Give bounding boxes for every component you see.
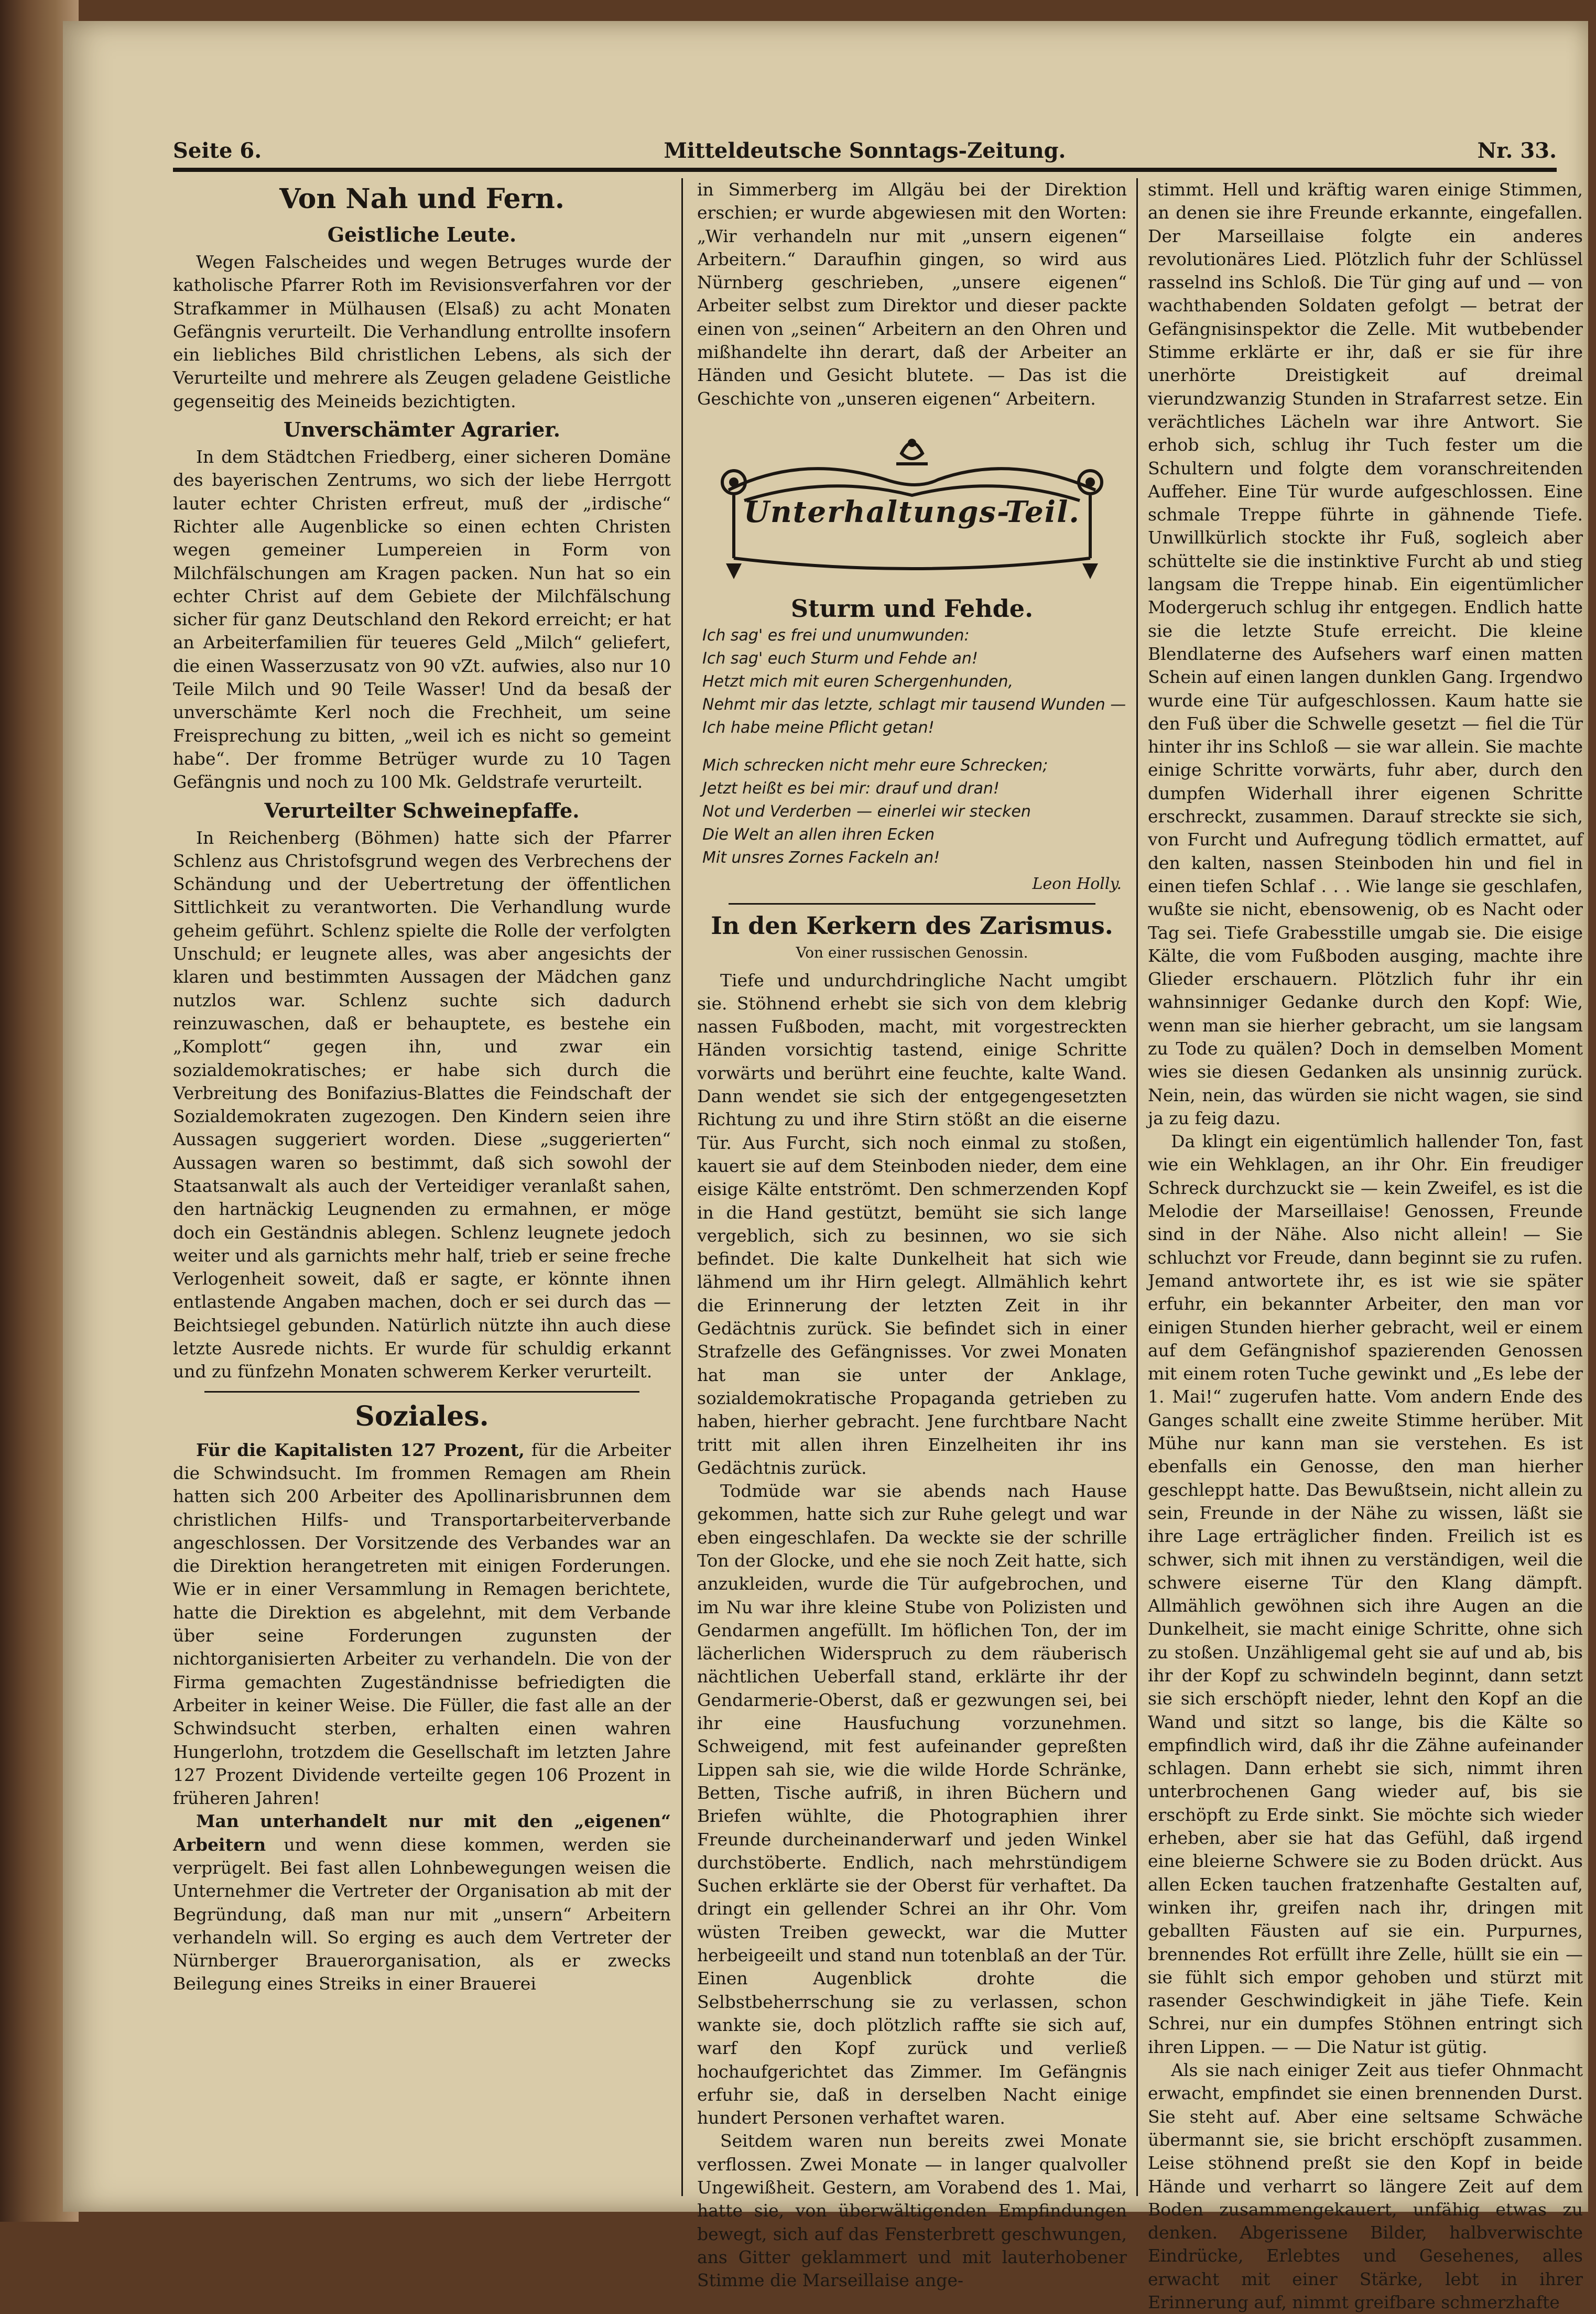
section-title: Von Nah und Fern. — [279, 183, 564, 215]
poem-line: Mich schrecken nicht mehr eure Schrecken; — [702, 756, 1048, 775]
article-text: In Reichenberg (Böhmen) hatte sich der Pfarrer Schlenz aus Christofsgrund wegen des Verbrechens der Schändung und der Uebertretung der öffentlichen Sittlichkeit zu verantworten. Die Verhandlung wurde geheim geführt. Schlenz spielte die Rolle der verfolgten Unschuld; er leugnete alles, was aber angesichts der klaren und bestimmten Aussagen der Mädchen ganz nutzlos war. Schlenz suchte sich dadurch reinzuwaschen, daß er behauptete, es bestehe ein „Komplott“ gegen ihn, und zwar ein sozialdemokratisches; er habe sich durch die Verbreitung des Bonifazius-Blattes die Feindschaft der Sozialdemokraten zugezogen. Den Kindern seien ihre Aussagen suggeriert worden. Diese „suggerierten“ Aussagen waren so bestimmt, daß sich sowohl der Staatsanwalt als auch der Verteidiger veranlaßt sahen, den hartnäckig Leugnenden zu ermahnen, er möge doch ein Geständnis ablegen. Schlenz leugnete jedoch weiter und als garnichts mehr half, trieb er seine freche Verlogenheit soweit, daß er sagte, er könnte ihnen entlastende Angaben machen, doch er sei durch das — Beichtsiegel gebunden. Natürlich nützte ihn auch diese letzte Ausrede nichts. Er wurde für schuldig erkannt und zu fünfzehn Monaten schwerem Kerker verurteilt. — [173, 827, 671, 1382]
page-number: Seite 6. — [173, 138, 262, 163]
column-rule — [1136, 178, 1138, 2196]
poem-line: Hetzt mich mit euren Schergenhunden, — [702, 672, 1014, 691]
divider — [729, 903, 1095, 905]
column-2 — [697, 178, 1127, 2291]
poem-title: Sturm und Fehde. — [790, 594, 1034, 623]
article-text: für die Arbeiter die Schwindsucht. Im frommen Remagen am Rhein hatten sich 200 Arbeiter des Apollinarisbrunnen dem christlichen Hilfs- und Transportarbeiterverbande angeschlossen. Der Vorsitzende des Verbandes war an die Direktion herangetreten mit einigen Forderungen. Wie er in einer Versammlung in Remagen berichtete, hatte die Direktion es abgelehnt, mit dem Verbande über seine Forderungen zugunsten der nichtorganisierten Arbeiter zu verhandeln. Die von der Firma gemachten Zugeständnisse befriedigten die Arbeiter in keiner Weise. Die Füller, die fast alle an der Schwindsucht sterben, erhalten einen wahren Hungerlohn, trotzdem die Gesellschaft im letzten Jahre 127 Prozent Dividende verteilte gegen 106 Prozent in früheren Jahren! — [173, 1439, 671, 1809]
poem-author: Leon Holly. — [1032, 874, 1122, 893]
feuilleton-ornament — [697, 422, 1127, 590]
story-paragraph: Da klingt ein eigentümlich hallender Ton, fast wie ein Wehklagen, an ihr Ohr. Ein freudiger Schreck durchzuckt sie — kein Zweifel, es ist die Melodie der Marseillaise! Genossen, Freunde sind in der Nähe. Also nicht allein! — Sie schluchzt vor Freude, dann beginnt sie zu rufen. Jemand antwortete ihr, es ist wie sie später erfuhr, ein bekannter Arbeiter, den man vor einigen Stunden hierher gebracht, weil er einem auf dem Gefängnishof spazierenden Genossen mit einem roten Tuche gewinkt und „Es lebe der 1. Mai!“ zugerufen hatte. Vom andern Ende des Ganges schallt eine zweite Stimme herüber. Mit Mühe nur kann man sie verstehen. Es ist ebenfalls ein Genosse, den man hierher geschleppt hatte. Das Bewußtsein, nicht allein zu sein, Freunde in der Nähe zu wissen, läßt sie ihre Lage erträglicher finden. Freilich ist es schwer, sich mit ihnen zu verständigen, weil die schwere eiserne Tür den Klang dämpft. Allmählich gewöhnen sich ihre Augen an die Dunkelheit, sie macht einige Schritte, ohne sich zu stoßen. Unzähligemal geht sie auf und ab, bis ihr der Kopf zu schwindeln beginnt, dann setzt sie sich erschöpft nieder, lehnt den Kopf an die Wand und sitzt so lange, bis die Kälte so empfindlich wird, daß ihr die Zähne aufeinander schlagen. Dann erhebt sie sich, nimmt ihren unterbrochenen Gang wieder auf, bis sie erschöpft zu Erde sinkt. Sie möchte sich wieder erheben, aber sie hat das Gefühl, daß irgend eine bleierne Schwere sie zu Boden drückt. Aus allen Ecken tauchen fratzenhafte Gestalten auf, winken ihr, greifen nach ihr, dringen mit geballten Fäusten auf sie ein. Purpurnes, brennendes Rot erfüllt ihre Zelle, hüllt sie ein — sie fühlt sich empor gehoben und stürzt mit rasender Geschwindigkeit in jähe Tiefe. Kein Schrei, nur ein dumpfes Stöhnen entringt sich ihren Lippen. — — Die Natur ist gütig. — [1148, 1131, 1583, 2057]
divider — [204, 1391, 639, 1393]
poem-line: Ich sag' es frei und unumwunden: — [702, 626, 970, 645]
story-title: In den Kerkern des Zarismus. — [711, 911, 1113, 940]
article-lead: Man unterhandelt nur mit den „eigenen“ Arbeitern — [173, 1811, 671, 1855]
article-lead: Für die Kapitalisten 127 Prozent, — [196, 1439, 525, 1460]
article-text: In dem Städtchen Friedberg, einer sicheren Domäne des bayerischen Zentrums, wo sich der liebe Herrgott lauter echter Christen erfreut, muß der „irdische“ Richter alle Augenblicke so einen echten Christen wegen gemeiner Lumpereien in Form von Milchfälschungen am Kragen packen. Nun hat so ein echter Christ auf dem Gebiete der Milchfälschung sicher für ganz Deutschland den Rekord erreicht; er hat an Arbeiterfamilien für teueres Geld „Milch“ geliefert, die einen Wasserzusatz von 90 vZt. aufwies, also nur 10 Teile Milch und 90 Teile Wasser! Und da besaß der unverschämte Kerl noch die Frechheit, um seine Freisprechung zu bitten, „weil ich es nicht so gemeint habe“. Der fromme Betrüger wurde zu 10 Tagen Gefängnis und noch zu 100 Mk. Geldstrafe verurteilt. — [173, 447, 671, 792]
story-paragraph: Todmüde war sie abends nach Hause gekommen, hatte sich zur Ruhe gelegt und war eben eingeschlafen. Da weckte sie der schrille Ton der Glocke, und ehe sie noch Zeit hatte, sich anzukleiden, wurde die Tür aufgebrochen, und im Nu war ihre kleine Stube von Polizisten und Gendarmen angefüllt. Im höflichen Ton, der im lächerlichen Widerspruch zu dem räuberisch nächtlichen Ueberfall stand, erklärte ihr der Gendarmerie-Oberst, daß er gezwungen sei, bei ihr eine Hausfuchung vorzunehmen. Schweigend, mit fest aufeinander gepreßten Lippen sah sie, wie die wilde Horde Schränke, Betten, Tische aufriß, in ihren Büchern und Briefen wühlte, die Photographien ihrer Freunde durcheinanderwarf und jeden Winkel durchstöberte. Endlich, nach mehrstündigem Suchen erklärte sie der Oberst für verhaftet. Da dringt ein gellender Schrei an ihr Ohr. Vom wüsten Treiben geweckt, war die Mutter herbeigeeilt und stand nun totenblaß an der Tür. Einen Augenblick drohte die Selbstbeherrschung sie zu verlassen, schon wankte sie, doch plötzlich raffte sie sich auf, warf den Kopf zurück und verließ hochaufgerichtet das Zimmer. Im Gefängnis erfuhr sie, daß in derselben Nacht einige hundert Personen verhaftet waren. — [697, 1481, 1127, 2128]
newspaper-page — [63, 21, 1588, 2313]
poem — [702, 624, 1127, 870]
poem-line: Ich sag' euch Sturm und Fehde an! — [702, 649, 978, 668]
article-title: Unverschämter Agrarier. — [283, 418, 561, 442]
story-byline: Von einer russischen Genossin. — [796, 944, 1028, 962]
issue-number: Nr. 33. — [1477, 138, 1557, 163]
poem-line: Jetzt heißt es bei mir: drauf und dran! — [702, 779, 1000, 798]
poem-line: Ich habe meine Pflicht getan! — [702, 718, 935, 737]
poem-line: Mit unsres Zornes Fackeln an! — [702, 848, 940, 867]
poem-line: Not und Verderben — einerlei wir stecken — [702, 802, 1031, 821]
article-continuation: in Simmerberg im Allgäu bei der Direktion erschien; er wurde abgewiesen mit den Worten: „Wir verhandeln nur mit „unsern eigenen“ Arbeitern.“ Daraufhin gingen, so wird aus Nürnberg geschrieben, „unsere eigenen“ Arbeiter selbst zum Direktor und dieser packte einen von „seinen“ Arbeitern an den Ohren und mißhandelte ihn derart, daß der Arbeiter an Händen und Gesicht blutete. — Das ist die Geschichte von „unseren eigenen“ Arbeitern. — [697, 179, 1127, 409]
masthead — [173, 121, 1557, 172]
newspaper-title: Mitteldeutsche Sonntags-Zeitung. — [664, 138, 1066, 163]
feuilleton-title: Unterhaltungs-Teil. — [744, 494, 1080, 529]
column-rule — [681, 178, 683, 2196]
story-paragraph: Tiefe und undurchdringliche Nacht umgibt sie. Stöhnend erhebt sie sich von dem klebrig nassen Fußboden, macht, mit vorgestreckten Händen vorsichtig tastend, einige Schritte vorwärts und berührt eine feuchte, kalte Wand. Dann wendet sie sich der entgegengesetzten Richtung zu und ihre Stirn stößt an die eiserne Tür. Aus Furcht, sich noch einmal zu stoßen, kauert sie auf dem Steinboden nieder, dem eine eisige Kälte entströmt. Den schmerzenden Kopf in die Hand gestützt, bemüht sie sich lange vergeblich, sich zu besinnen, wo sie sich befindet. Die kalte Dunkelheit hat sich wie lähmend um ihr Hirn gelegt. Allmählich kehrt die Erinnerung der letzten Zeit in ihr Gedächtnis zurück. Sie befindet sich in einer Strafzelle des Gefängnisses. Vor zwei Monaten hat man sie unter der Anklage, sozialdemokratische Propaganda getrieben zu haben, hierher gebracht. Jene furchtbare Nacht tritt mit allen ihren Einzelheiten ihr ins Gedächtnis zurück. — [697, 970, 1127, 1478]
story-paragraph: Als sie nach einiger Zeit aus tiefer Ohnmacht erwacht, empfindet sie einen brennenden Durst. Sie steht auf. Aber eine seltsame Schwäche übermannt sie, sie bricht erschöpft zusammen. Leise stöhnend preßt sie den Kopf in beide Hände und verharrt so längere Zeit auf dem Boden zusammengekauert, unfähig etwas zu denken. Abgerissene Bilder, halbverwischte Eindrücke, Erlebtes und Gesehenes, alles erwacht mit einer Stärke, lebt in ihrer Erinnerung auf, nimmt greifbare schmerzhafte — [1148, 2060, 1583, 2313]
article-title: Verurteilter Schweinepfaffe. — [264, 798, 580, 822]
section-title: Soziales. — [355, 1400, 489, 1432]
poem-line: Nehmt mir das letzte, schlagt mir tausend Wunden — — [702, 695, 1126, 714]
column-1 — [173, 178, 671, 2196]
story-paragraph: stimmt. Hell und kräftig waren einige Stimmen, an denen sie ihre Freunde erkannte, eingefallen. Der Marseillaise folgte ein anderes revolutionäres Lied. Plötzlich fuhr der Schlüssel rasselnd ins Schloß. Die Tür ging auf und — von wachthabenden Soldaten gefolgt — betrat der Gefängnisinspektor die Zelle. Mit wutbebender Stimme erklärte er ihr, daß er sie für ihre unerhörte Dreistigkeit auf dreimal vierundzwanzig Stunden in Strafarrest setze. Ein verächtliches Lächeln war ihre Antwort. Sie erhob sich, schlug ihr Tuch fester um die Schultern und folgte dem voranschreitenden Auffeher. Eine Tür wurde aufgeschlossen. Eine schmale Treppe führte in gähnende Tiefe. Unwillkürlich stockte ihr Fuß, sogleich aber schüttelte sie die instinktive Furcht ab und stieg langsam die Treppe hinab. Ein eigentümlicher Modergeruch schlug ihr entgegen. Endlich hatte sie die letzte Stufe erreicht. Die kleine Blendlaterne des Aufsehers warf einen matten Schein auf einen langen dunklen Gang. Irgendwo wurde eine Tür aufgeschlossen. Kaum hatte sie den Fuß über die Schwelle gesetzt — fiel die Tür hinter ihr ins Schloß — sie war allein. Sie machte einige Schritte vorwärts, fuhr aber, durch den dumpfen Widerhall ihrer eigenen Schritte erschreckt, zusammen. Darauf streckte sie sich, von Furcht und Aufregung tödlich ermattet, auf den kalten, nassen Steinboden hin und fiel in einen tiefen Schlaf . . . Wie lange sie geschlafen, wußte sie nicht, ebensowenig, ob es Nacht oder Tag sei. Tiefe Grabesstille umgab sie. Die eisige Kälte, die vom Fußboden ausging, machte ihre Glieder erschauern. Plötzlich fuhr ihr ein wahnsinniger Gedanke durch den Kopf: Wie, wenn man sie hierher gebracht, um sie langsam zu Tode zu quälen? Doch in demselben Moment wies sie diesen Gedanken als unsinnig zurück. Nein, nein, das würden sie nicht wagen, sie sind ja zu feig dazu. — [1148, 179, 1583, 1128]
poem-line: Die Welt an allen ihren Ecken — [702, 825, 935, 844]
article-text: Wegen Falscheides und wegen Betruges wurde der katholische Pfarrer Roth im Revisionsverfahren vor der Strafkammer in Mülhausen (Elsaß) zu acht Monaten Gefängnis verurteilt. Die Verhandlung entrollte insofern ein liebliches Bild christlichen Lebens, als sich der Verurteilte und mehrere als Zeugen geladene Geistliche gegenseitig des Meineids bezichtigten. — [173, 252, 671, 411]
column-3 — [1148, 178, 1583, 2313]
article-title: Geistliche Leute. — [327, 223, 517, 246]
article-text: und wenn diese kommen, werden sie verprügelt. Bei fast allen Lohnbewegungen weisen die Unternehmer die Vertreter der Organisation ab mit der Begründung, daß man nur mit „unsern“ Arbeitern verhandeln will. So erging es auch dem Vertreter der Nürnberger Brauerorganisation, als er zwecks Beilegung eines Streiks in einer Brauerei — [173, 1834, 671, 1994]
stanza-gap — [702, 740, 1127, 754]
story-paragraph: Seitdem waren nun bereits zwei Monate verflossen. Zwei Monate — in langer qualvoller Ungewißheit. Gestern, am Vorabend des 1. Mai, hatte sie, von überwältigenden Empfindungen bewegt, sich auf das Fensterbrett geschwungen, ans Gitter geklammert und mit lauterhobener Stimme die Marseillaise ange- — [697, 2131, 1127, 2291]
